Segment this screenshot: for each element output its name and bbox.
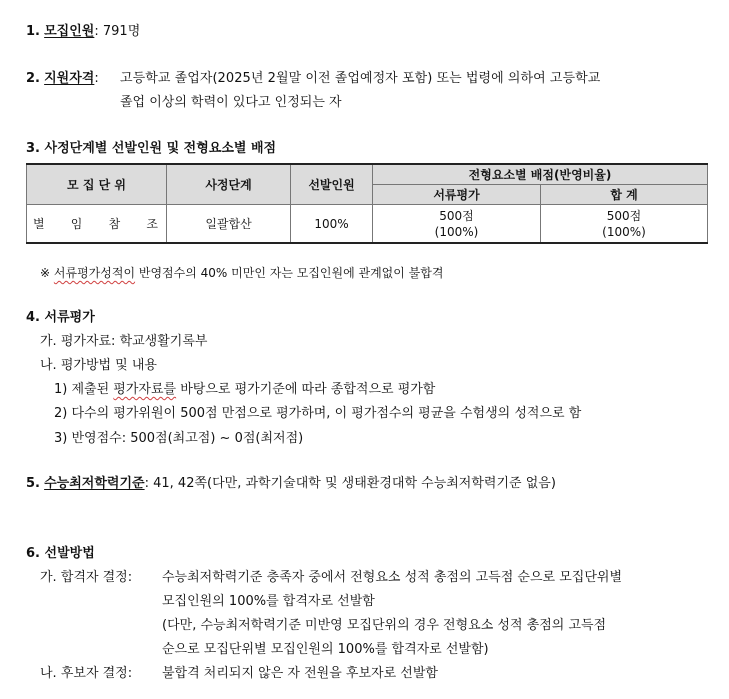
selection-table (26, 163, 708, 244)
section-4-number: 4. (26, 310, 40, 325)
section-4-subitem-3: 3) 반영점수: 500점(최고점) ~ 0점(최저점) (54, 431, 304, 446)
table-row (27, 205, 708, 244)
header-total: 합 계 (541, 185, 708, 205)
section-4-item-a: 가. 평가자료: 학교생활기록부 (40, 334, 208, 349)
section-4-subitem-2: 2) 다수의 평가위원이 500점 만점으로 평가하며, 이 평가점수의 평균을 수험생의 성적으로 함 (54, 406, 582, 421)
section-1 (26, 20, 140, 39)
section-6-title: 선발방법 (44, 546, 95, 561)
header-score-group: 전형요소별 배점(반영비율) (373, 164, 708, 185)
header-doc-eval: 서류평가 (373, 185, 541, 205)
section-4-item-b: 나. 평가방법 및 내용 (40, 358, 157, 373)
section-4-subitem-1 (54, 378, 435, 397)
header-count: 선발인원 (291, 164, 373, 205)
section-6-item-a-label: 가. 합격자 결정: (40, 570, 133, 585)
note-mark: ※ (40, 266, 51, 280)
section-3-heading (26, 137, 276, 156)
cell-unit (27, 205, 167, 244)
note-underlined: 서류평가성적이 (53, 266, 136, 280)
unit-char: 참 (108, 216, 121, 231)
subitem-1-post: 바탕으로 평가기준에 따라 종합적으로 평가함 (180, 382, 436, 397)
section-6-b-line-1: 불합격 처리되지 않은 자 전원을 후보자로 선발함 (162, 666, 438, 681)
header-unit: 모 집 단 위 (27, 164, 167, 205)
total-score: 500점 (606, 208, 642, 223)
section-2-line-1: 고등학교 졸업자(2025년 2월말 이전 졸업예정자 포함) 또는 법령에 의하여 고등학교 (120, 71, 601, 86)
unit-char: 임 (70, 216, 83, 231)
subitem-1-underlined: 평가자료를 (113, 382, 177, 397)
subitem-1-pre: 1) 제출된 (54, 382, 110, 397)
unit-char: 별 (33, 216, 45, 231)
section-1-value: 791명 (102, 24, 141, 39)
section-6-a-line-2: 모집인원의 100%를 합격자로 선발함 (162, 594, 375, 609)
section-1-colon: : (94, 24, 99, 39)
section-6-item-b-label: 나. 후보자 결정: (40, 666, 133, 681)
section-6-a-line-4: 순으로 모집단위별 모집인원의 100%를 합격자로 선발함) (162, 642, 489, 657)
section-2-number: 2. (26, 71, 40, 86)
section-4-title: 서류평가 (44, 310, 95, 325)
section-5-colon: : (144, 476, 149, 491)
section-6-a-line-3: (다만, 수능최저학력기준 미반영 모집단위의 경우 전형요소 성적 총점의 고득점 (162, 618, 607, 633)
section-2-label: 지원자격 (44, 71, 95, 86)
section-6-heading (26, 542, 95, 561)
table-note (40, 264, 443, 281)
unit-char: 조 (146, 216, 158, 231)
cell-total-score (541, 205, 708, 244)
section-6-a-line-1: 수능최저학력기준 충족자 중에서 전형요소 성적 총점의 고득점 순으로 모집단위별 (162, 570, 623, 585)
note-rest: 반영점수의 40% 미만인 자는 모집인원에 관계없이 불합격 (138, 266, 444, 280)
section-5-value: 41, 42쪽(다만, 과학기술대학 및 생태환경대학 수능최저학력기준 없음) (153, 476, 556, 491)
section-3-number: 3. (26, 141, 40, 156)
section-5 (26, 472, 556, 491)
header-stage: 사정단계 (167, 164, 291, 205)
section-4-heading (26, 306, 95, 325)
section-5-number: 5. (26, 476, 40, 491)
doc-ratio: (100%) (434, 224, 479, 239)
section-6-number: 6. (26, 546, 40, 561)
section-1-number: 1. (26, 24, 40, 39)
section-1-label: 모집인원 (44, 24, 95, 39)
section-5-label: 수능최저학력기준 (44, 476, 145, 491)
section-2-colon: : (94, 71, 99, 86)
section-2-line-2: 졸업 이상의 학력이 있다고 인정되는 자 (120, 95, 342, 110)
cell-count: 100% (291, 205, 373, 244)
doc-score: 500점 (439, 208, 474, 223)
cell-doc-score (373, 205, 541, 244)
section-2 (26, 67, 99, 86)
total-ratio: (100%) (602, 224, 646, 239)
section-3-title: 사정단계별 선발인원 및 전형요소별 배점 (44, 141, 277, 156)
cell-stage: 일괄합산 (167, 205, 291, 244)
